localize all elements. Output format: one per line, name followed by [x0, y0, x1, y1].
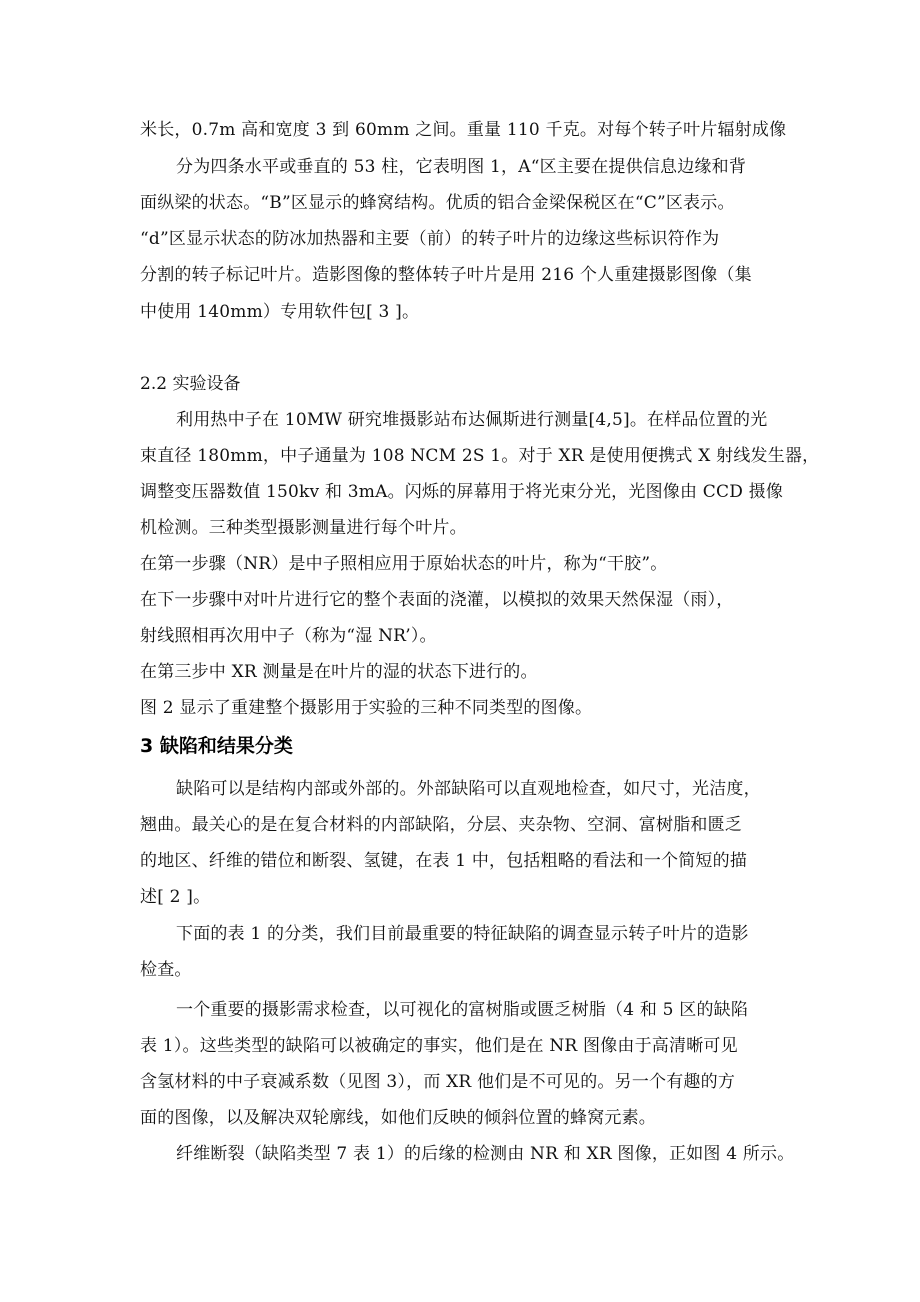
paragraph-line: 分为四条水平或垂直的 53 柱，它表明图 1，A“区主要在提供信息边缘和背: [176, 157, 747, 177]
paragraph-line: 缺陷可以是结构内部或外部的。外部缺陷可以直观地检查，如尺寸，光洁度，: [176, 779, 761, 799]
paragraph-line: 下面的表 1 的分类，我们目前最重要的特征缺陷的调查显示转子叶片的造影: [176, 924, 749, 944]
paragraph-line: 射线照相再次用中子（称为“湿 NR’）。: [140, 626, 437, 646]
paragraph-line: “d”区显示状态的防冰加热器和主要（前）的转子叶片的边缘这些标识符作为: [140, 229, 720, 249]
paragraph-line: 机检测。三种类型摄影测量进行每个叶片。: [140, 518, 467, 538]
paragraph-line: 中使用 140mm）专用软件包[ 3 ]。: [140, 302, 420, 322]
section-heading-3: 3 缺陷和结果分类: [140, 735, 293, 757]
paragraph-line: 含氢材料的中子衰减系数（见图 3），而 XR 他们是不可见的。另一个有趣的方: [140, 1072, 736, 1092]
paragraph-line: 图 2 显示了重建整个摄影用于实验的三种不同类型的图像。: [140, 698, 593, 718]
paragraph-line: 分割的转子标记叶片。造影图像的整体转子叶片是用 216 个人重建摄影图像（集: [140, 265, 752, 285]
paragraph-line: 翘曲。最关心的是在复合材料的内部缺陷，分层、夹杂物、空洞、富树脂和匮乏: [140, 815, 742, 835]
paragraph-line: 面的图像，以及解决双轮廓线，如他们反映的倾斜位置的蜂窝元素。: [140, 1108, 656, 1128]
paragraph-line: 在第一步骤（NR）是中子照相应用于原始状态的叶片，称为“干胶”。: [140, 554, 668, 574]
paragraph-line: 米长，0.7m 高和宽度 3 到 60mm 之间。重量 110 千克。对每个转子叶片辐射成像: [140, 120, 787, 140]
paragraph-line: 的地区、纤维的错位和断裂、氢键，在表 1 中，包括粗略的看法和一个简短的描: [140, 851, 748, 871]
paragraph-line: 利用热中子在 10MW 研究堆摄影站布达佩斯进行测量[4,5]。在样品位置的光: [176, 410, 768, 430]
paragraph-line: 检查。: [140, 960, 192, 980]
paragraph-line: 调整变压器数值 150kv 和 3mA。闪烁的屏幕用于将光束分光，光图像由 CCD 摄像: [140, 482, 784, 502]
paragraph-line: 在下一步骤中对叶片进行它的整个表面的浇灌，以模拟的效果天然保湿（雨），: [140, 590, 734, 610]
paragraph-line: 一个重要的摄影需求检查，以可视化的富树脂或匮乏树脂（4 和 5 区的缺陷: [176, 1000, 749, 1020]
paragraph-line: 述[ 2 ]。: [140, 887, 211, 907]
paragraph-line: 在第三步中 XR 测量是在叶片的湿的状态下进行的。: [140, 662, 538, 682]
section-heading-2-2: 2.2 实验设备: [140, 374, 241, 394]
paragraph-line: 纤维断裂（缺陷类型 7 表 1）的后缘的检测由 NR 和 XR 图像，正如图 4 所示。: [176, 1144, 795, 1164]
paragraph-line: 面纵梁的状态。“B”区显示的蜂窝结构。优质的铝合金梁保税区在“C”区表示。: [140, 193, 735, 213]
paragraph-line: 束直径 180mm，中子通量为 108 NCM 2S 1。对于 XR 是使用便携式 X 射线发生器，: [140, 446, 820, 466]
paragraph-line: 表 1）。这些类型的缺陷可以被确定的事实，他们是在 NR 图像由于高清晰可见: [140, 1036, 738, 1056]
